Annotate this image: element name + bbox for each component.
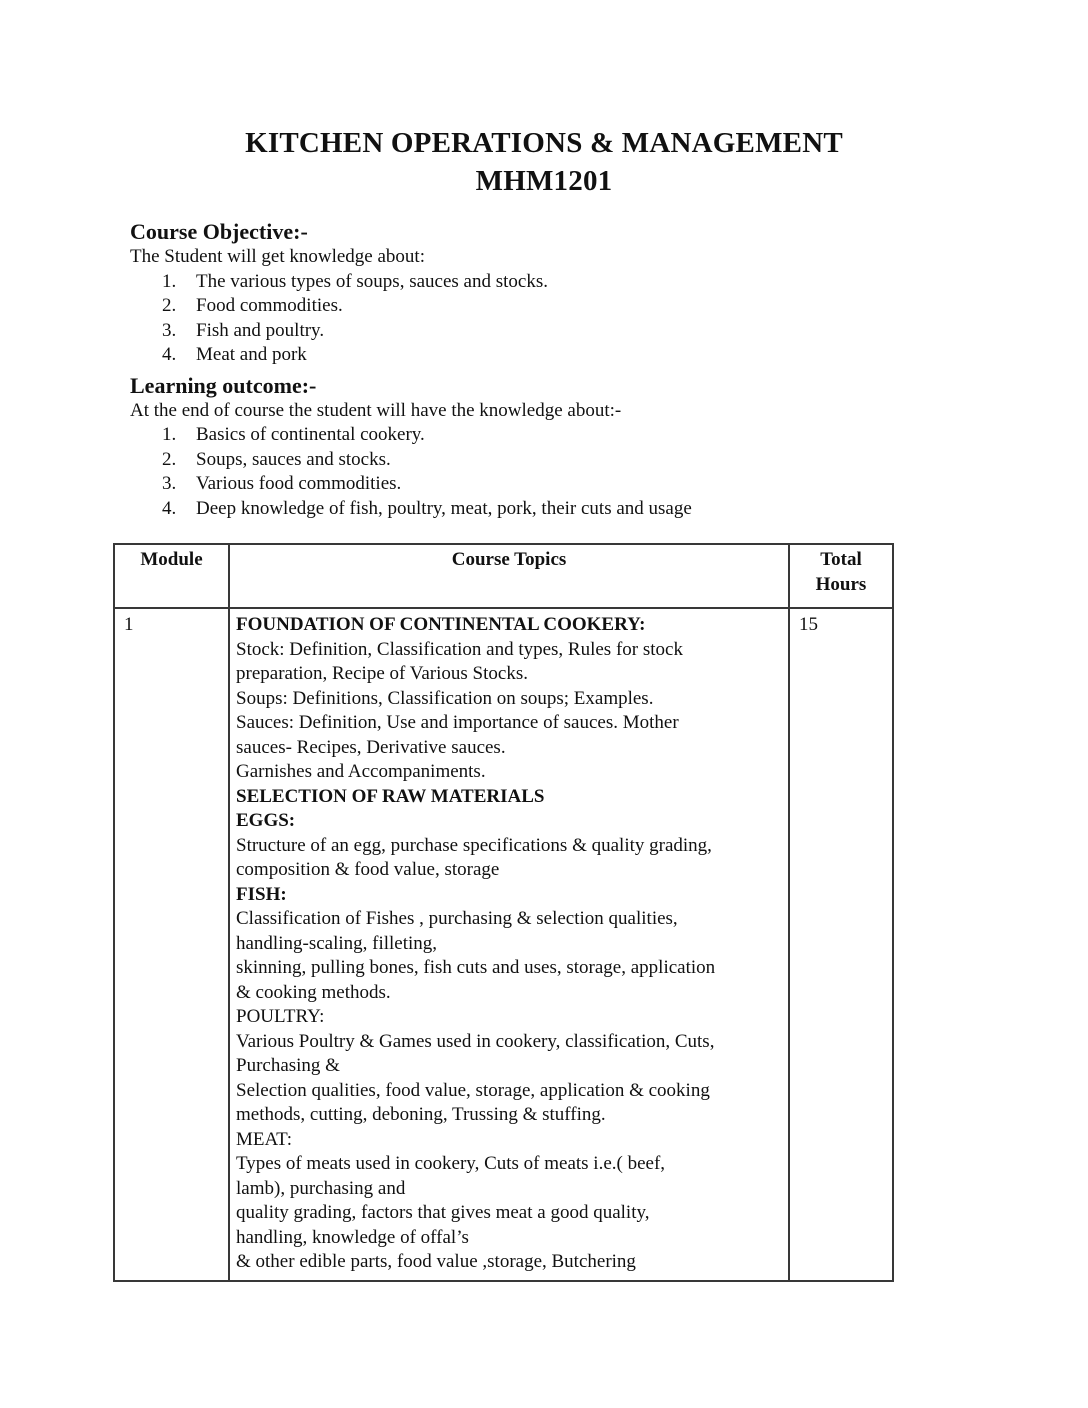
- header-course-topics: Course Topics: [229, 544, 789, 608]
- learning-outcome-heading: Learning outcome:-: [130, 372, 317, 398]
- topic-line: skinning, pulling bones, fish cuts and uses, storage, application: [236, 957, 716, 978]
- list-item: [162, 319, 978, 344]
- course-objective-heading: Course Objective:-: [130, 219, 308, 244]
- list-item-number: 2.: [162, 448, 177, 470]
- list-item-text: The various types of soups, sauces and stocks.: [196, 270, 548, 292]
- topic-line: & other edible parts, food value ,storage, Butchering: [236, 1251, 636, 1272]
- list-item-number: 4.: [162, 497, 177, 519]
- table-header-row: [114, 544, 893, 608]
- list-item: [162, 423, 978, 448]
- header-total-hours: [789, 544, 893, 608]
- topic-line: lamb), purchasing and: [236, 1177, 406, 1199]
- list-item-number: 3.: [162, 473, 177, 494]
- list-item: [162, 294, 978, 319]
- list-item-text: Food commodities.: [196, 295, 343, 316]
- topic-line: Garnishes and Accompaniments.: [236, 761, 486, 782]
- list-item: [162, 497, 978, 522]
- topic-line: Classification of Fishes , purchasing & selection qualities,: [236, 908, 678, 929]
- table-row: [114, 608, 893, 1281]
- list-item: [162, 270, 978, 295]
- learning-outcome-intro: At the end of course the student will have the knowledge about:-: [130, 399, 622, 421]
- topic-line: Types of meats used in cookery, Cuts of meats i.e.( beef,: [236, 1153, 666, 1174]
- course-objective-list: [162, 270, 978, 368]
- document-title: [0, 0, 1088, 200]
- topic-line: handling-scaling, filleting,: [236, 932, 438, 954]
- header-total-hours-line1: Total: [820, 549, 862, 570]
- list-item-text: Basics of continental cookery.: [196, 424, 425, 445]
- module-number-cell: 1: [114, 608, 229, 1281]
- list-item-number: 1.: [162, 270, 177, 292]
- topic-line: MEAT:: [236, 1128, 293, 1150]
- list-item: [162, 472, 978, 497]
- list-item-number: 2.: [162, 295, 177, 316]
- header-module: Module: [114, 544, 229, 608]
- topic-line: FOUNDATION OF CONTINENTAL COOKERY:: [236, 614, 646, 635]
- topic-line: EGGS:: [236, 810, 296, 831]
- list-item-text: Deep knowledge of fish, poultry, meat, pork, their cuts and usage: [196, 497, 692, 519]
- course-objective-intro: The Student will get knowledge about:: [130, 246, 425, 267]
- topic-line: POULTRY:: [236, 1006, 325, 1027]
- list-item-number: 3.: [162, 319, 177, 341]
- syllabus-table: [113, 543, 894, 1282]
- topic-line: & cooking methods.: [236, 981, 391, 1003]
- topic-line: quality grading, factors that gives meat a good quality,: [236, 1202, 650, 1223]
- topic-line: Purchasing &: [236, 1055, 340, 1076]
- topic-line: SELECTION OF RAW MATERIALS: [236, 785, 545, 807]
- list-item-number: 4.: [162, 344, 177, 365]
- topic-line: FISH:: [236, 883, 287, 905]
- header-total-hours-line2: Hours: [815, 573, 867, 595]
- document-body: [130, 218, 978, 521]
- learning-outcome-list: [162, 423, 978, 521]
- list-item-text: Soups, sauces and stocks.: [196, 448, 391, 470]
- topic-line: Structure of an egg, purchase specifications & quality grading,: [236, 834, 712, 856]
- list-item-text: Various food commodities.: [196, 473, 402, 494]
- list-item: [162, 448, 978, 473]
- topic-line: preparation, Recipe of Various Stocks.: [236, 663, 528, 684]
- topic-line: Sauces: Definition, Use and importance of sauces. Mother: [236, 712, 679, 733]
- list-item-number: 1.: [162, 424, 177, 445]
- title-line-1: KITCHEN OPERATIONS & MANAGEMENT: [245, 127, 843, 159]
- topic-line: sauces- Recipes, Derivative sauces.: [236, 736, 506, 758]
- list-item: [162, 343, 978, 368]
- topic-line: Stock: Definition, Classification and types, Rules for stock: [236, 638, 683, 660]
- list-item-text: Meat and pork: [196, 344, 307, 365]
- topic-line: composition & food value, storage: [236, 859, 500, 880]
- title-line-2: MHM1201: [475, 165, 613, 197]
- topic-line: Selection qualities, food value, storage, application & cooking: [236, 1079, 710, 1101]
- topic-line: handling, knowledge of offal’s: [236, 1226, 469, 1248]
- topic-line: Soups: Definitions, Classification on soups; Examples.: [236, 687, 654, 709]
- topic-line: Various Poultry & Games used in cookery, classification, Cuts,: [236, 1030, 715, 1052]
- list-item-text: Fish and poultry.: [196, 319, 325, 341]
- total-hours-cell: 15: [789, 608, 893, 1281]
- course-topics-cell: [229, 608, 789, 1281]
- topic-line: methods, cutting, deboning, Trussing & stuffing.: [236, 1104, 606, 1125]
